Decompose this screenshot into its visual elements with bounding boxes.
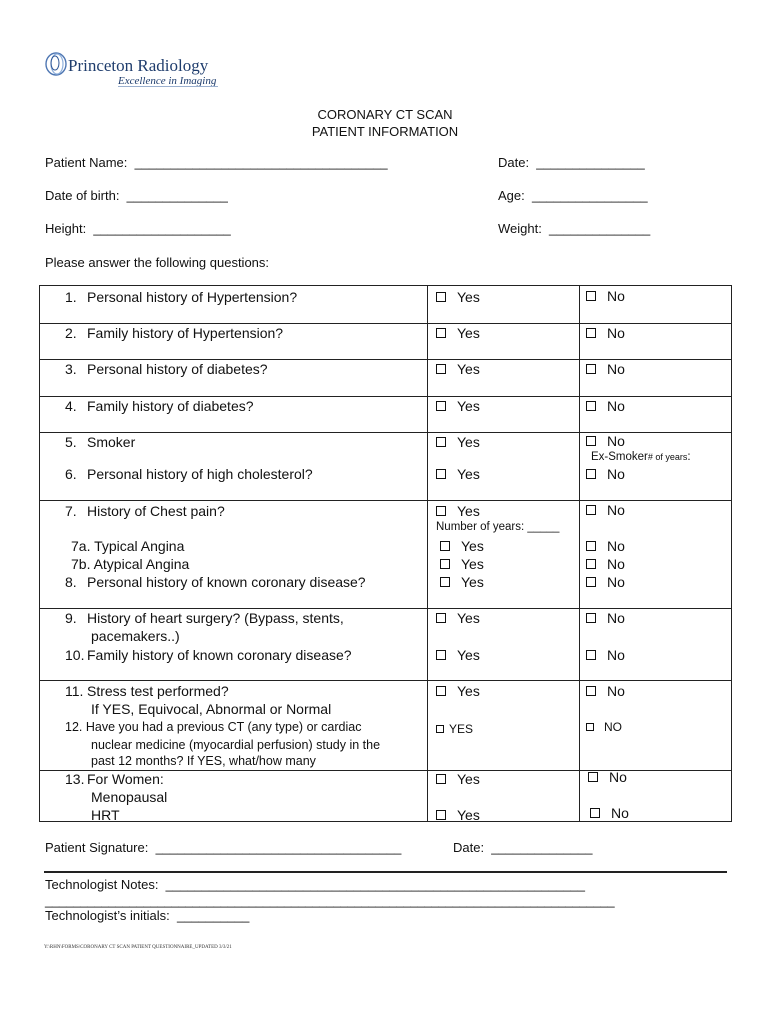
technologist-notes-field[interactable]: Technologist Notes: __________________________________________________________: [45, 877, 586, 892]
question-text: Smoker: [87, 434, 136, 450]
q5-yes-checkbox[interactable]: [436, 433, 480, 451]
question-3: [65, 360, 268, 378]
logo-tagline: Excellence in Imaging: [118, 75, 217, 87]
question-text: History of Chest pain?: [87, 503, 225, 519]
checkbox-icon: [590, 808, 600, 818]
option-label: No: [607, 433, 625, 449]
option-label: No: [607, 610, 625, 626]
q12-yes-checkbox[interactable]: [436, 720, 473, 738]
option-label: No: [607, 556, 625, 572]
question-11: [65, 682, 229, 700]
option-label: Yes: [457, 289, 480, 305]
checkbox-icon: [586, 577, 596, 587]
checkbox-icon: [436, 725, 444, 733]
section-divider: [44, 871, 727, 873]
signature-date-field[interactable]: Date: ______________: [453, 840, 593, 855]
checkbox-icon: [586, 541, 596, 551]
checkbox-icon: [436, 810, 446, 820]
q13-menopausal-yes-checkbox[interactable]: [436, 770, 480, 788]
number-of-years-field[interactable]: Number of years: _____: [436, 521, 560, 533]
q7-no-checkbox[interactable]: [586, 501, 625, 519]
question-text: Family history of diabetes?: [87, 398, 254, 414]
q10-no-checkbox[interactable]: [586, 646, 625, 664]
question-12-line-3: past 12 months? If YES, what/how many: [91, 754, 316, 768]
question-number: 3.: [65, 361, 77, 377]
date-of-birth-field[interactable]: Date of birth: ______________: [45, 188, 228, 203]
question-number: 13.: [65, 771, 85, 787]
checkbox-icon: [586, 469, 596, 479]
ex-smoker-text: Ex-Smoker: [591, 451, 648, 463]
checkbox-icon: [586, 559, 596, 569]
logo-mark-icon: [44, 50, 70, 78]
option-label: No: [607, 683, 625, 699]
questions-table: [39, 285, 732, 822]
option-label: Yes: [457, 683, 480, 699]
q3-no-checkbox[interactable]: [586, 360, 625, 378]
document-footer: Y:\RHN\FORMS\CORONARY CT SCAN PATIENT QUESTIONNAIRE_UPDATED 3/3/21: [44, 945, 232, 950]
q7a-no-checkbox[interactable]: [586, 537, 625, 555]
princeton-radiology-logo: [44, 48, 224, 88]
checkbox-icon: [586, 505, 596, 515]
option-label: No: [607, 466, 625, 482]
patient-name-field[interactable]: Patient Name: ___________________________________: [45, 155, 388, 170]
option-label: Yes: [457, 466, 480, 482]
checkbox-icon: [586, 364, 596, 374]
option-label: Yes: [457, 434, 480, 450]
question-number: 6.: [65, 466, 77, 482]
question-6: [65, 465, 313, 483]
question-1: [65, 288, 297, 306]
question-text: Personal history of known coronary disease?: [87, 574, 366, 590]
q11-no-checkbox[interactable]: [586, 682, 625, 700]
checkbox-icon: [436, 774, 446, 784]
column-divider: [427, 286, 428, 821]
height-field[interactable]: Height: ___________________: [45, 221, 231, 236]
question-number: 9.: [65, 610, 77, 626]
option-label: No: [607, 502, 625, 518]
title-line-1: CORONARY CT SCAN: [317, 107, 453, 122]
question-13-hrt: HRT: [91, 807, 120, 823]
q8-no-checkbox[interactable]: [586, 573, 625, 591]
q7b-no-checkbox[interactable]: [586, 555, 625, 573]
question-7: [65, 502, 225, 520]
option-label: No: [607, 647, 625, 663]
checkbox-icon: [436, 328, 446, 338]
q7b-yes-checkbox[interactable]: [440, 555, 484, 573]
question-text: Family history of Hypertension?: [87, 325, 284, 341]
checkbox-icon: [586, 613, 596, 623]
option-label: No: [607, 288, 625, 304]
option-label: No: [607, 398, 625, 414]
question-9-continued: pacemakers..): [91, 628, 180, 644]
question-12-line-2: nuclear medicine (myocardial perfusion) study in the: [91, 738, 381, 752]
checkbox-icon: [586, 291, 596, 301]
technologist-notes-line-2[interactable]: _________________________________________________________________________________: [45, 893, 615, 908]
checkbox-icon: [436, 401, 446, 411]
question-9: [65, 609, 344, 627]
weight-field[interactable]: Weight: ______________: [498, 221, 651, 236]
checkbox-icon: [436, 650, 446, 660]
checkbox-icon: [436, 292, 446, 302]
q1-yes-checkbox[interactable]: [436, 288, 480, 306]
question-5: [65, 433, 135, 451]
q13-hrt-yes-checkbox[interactable]: [436, 806, 480, 824]
q13-menopausal-no-checkbox[interactable]: [588, 768, 627, 786]
question-13-menopausal: Menopausal: [91, 789, 168, 805]
checkbox-icon: [440, 559, 450, 569]
ex-smoker-label: Ex-Smoker# of years:: [591, 451, 691, 463]
question-10: [65, 646, 352, 664]
question-text: Stress test performed?: [87, 683, 229, 699]
question-text: Personal history of diabetes?: [87, 361, 268, 377]
question-number: 11.: [65, 683, 84, 699]
question-number: 10.: [65, 647, 85, 663]
option-label: No: [607, 361, 625, 377]
instructions-text: Please answer the following questions:: [45, 255, 270, 270]
question-number: 2.: [65, 325, 77, 341]
q6-yes-checkbox[interactable]: [436, 465, 480, 483]
checkbox-icon: [586, 436, 596, 446]
q12-no-checkbox[interactable]: [586, 718, 622, 736]
q1-no-checkbox[interactable]: [586, 287, 625, 305]
question-4: [65, 397, 254, 415]
q9-no-checkbox[interactable]: [586, 609, 625, 627]
q10-yes-checkbox[interactable]: [436, 646, 480, 664]
row-divider: [40, 500, 731, 501]
option-label: Yes: [457, 398, 480, 414]
question-text: Family history of known coronary disease?: [87, 647, 352, 663]
q4-no-checkbox[interactable]: [586, 397, 625, 415]
option-label: Yes: [461, 538, 484, 554]
question-11-continued: If YES, Equivocal, Abnormal or Normal: [91, 701, 332, 717]
checkbox-icon: [586, 328, 596, 338]
q5-no-checkbox[interactable]: [586, 432, 625, 450]
checkbox-icon: [586, 650, 596, 660]
question-7a: 7a. Typical Angina: [71, 538, 185, 554]
option-label: Yes: [457, 503, 480, 519]
years-text: # of years: [647, 452, 688, 462]
option-label: NO: [604, 720, 622, 734]
q2-no-checkbox[interactable]: [586, 324, 625, 342]
question-text: Personal history of Hypertension?: [87, 289, 298, 305]
question-number: 1.: [65, 289, 77, 305]
logo-rule: [118, 86, 218, 87]
option-label: Yes: [461, 574, 484, 590]
question-13: [65, 770, 164, 788]
question-2: [65, 324, 283, 342]
option-label: No: [607, 538, 625, 554]
q3-yes-checkbox[interactable]: [436, 360, 480, 378]
q11-yes-checkbox[interactable]: [436, 682, 480, 700]
question-number: 4.: [65, 398, 77, 414]
checkbox-icon: [436, 506, 446, 516]
age-field[interactable]: Age: ________________: [498, 188, 648, 203]
checkbox-icon: [436, 469, 446, 479]
option-label: Yes: [457, 647, 480, 663]
title-line-2: PATIENT INFORMATION: [311, 124, 459, 139]
q9-yes-checkbox[interactable]: [436, 609, 480, 627]
question-number: 7.: [65, 503, 77, 519]
q2-yes-checkbox[interactable]: [436, 324, 480, 342]
question-text: History of heart surgery? (Bypass, stents,: [87, 610, 344, 626]
checkbox-icon: [436, 686, 446, 696]
option-label: No: [607, 574, 625, 590]
patient-signature-field[interactable]: Patient Signature: __________________________________: [45, 840, 402, 855]
question-text: Personal history of high cholesterol?: [87, 466, 313, 482]
checkbox-icon: [586, 401, 596, 411]
checkbox-icon: [436, 437, 446, 447]
column-divider: [579, 286, 580, 821]
checkbox-icon: [586, 723, 594, 731]
date-field[interactable]: Date: _______________: [498, 155, 645, 170]
row-divider: [40, 680, 731, 681]
checkbox-icon: [440, 541, 450, 551]
option-label: Yes: [457, 325, 480, 341]
question-7b: 7b. Atypical Angina: [71, 556, 190, 572]
q4-yes-checkbox[interactable]: [436, 397, 480, 415]
q8-yes-checkbox[interactable]: [440, 573, 484, 591]
option-label: Yes: [457, 771, 480, 787]
option-label: Yes: [457, 361, 480, 377]
question-number: 8.: [65, 574, 77, 590]
technologist-initials-field[interactable]: Technologist’s initials: __________: [45, 908, 250, 923]
option-label: No: [609, 769, 627, 785]
checkbox-icon: [588, 772, 598, 782]
q7-yes-checkbox[interactable]: [436, 502, 480, 520]
q7a-yes-checkbox[interactable]: [440, 537, 484, 555]
option-label: No: [607, 325, 625, 341]
option-label: Yes: [461, 556, 484, 572]
q13-hrt-no-checkbox[interactable]: [590, 804, 629, 822]
checkbox-icon: [440, 577, 450, 587]
logo-name: Princeton Radiology: [68, 56, 209, 75]
question-number: 5.: [65, 434, 77, 450]
question-12-line-1: 12. Have you had a previous CT (any type) or cardiac: [65, 720, 362, 734]
checkbox-icon: [586, 686, 596, 696]
q6-no-checkbox[interactable]: [586, 465, 625, 483]
option-label: Yes: [457, 610, 480, 626]
checkbox-icon: [436, 613, 446, 623]
option-label: No: [611, 805, 629, 821]
option-label: Yes: [457, 807, 480, 823]
option-label: YES: [449, 722, 474, 736]
question-text: For Women:: [87, 771, 164, 787]
checkbox-icon: [436, 364, 446, 374]
row-divider: [40, 432, 731, 433]
question-8: [65, 573, 366, 591]
